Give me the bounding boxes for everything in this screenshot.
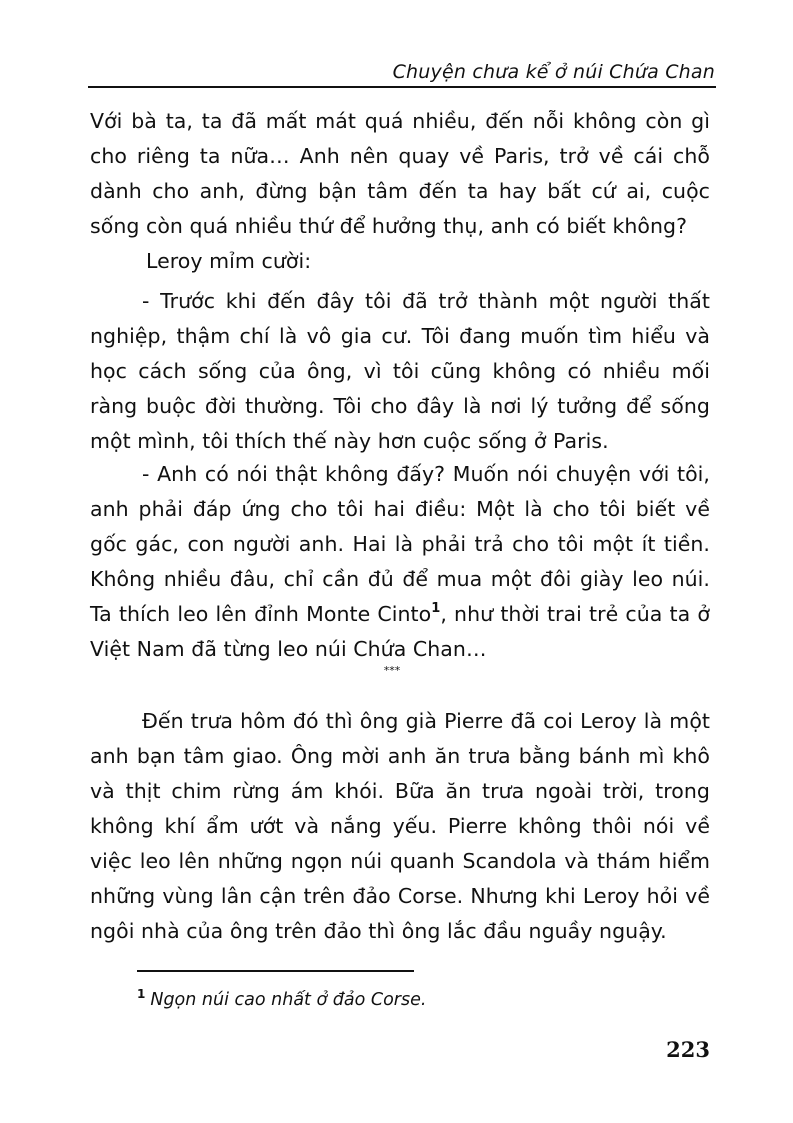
paragraph-2: Leroy mỉm cười:	[146, 249, 312, 273]
scene-break: ***	[383, 664, 401, 677]
paragraph-4-text-start: - Anh có nói thật không đấy? Muốn nói chuyện với tôi, anh phải đáp ứng cho tôi hai điều: Một là cho tôi biết về gốc gác, con người anh. Hai là phải trả cho tôi một ít tiền. Không nhiều đâu, chỉ cần đủ để mua một đôi giày leo núi. Ta thích leo lên đỉnh Monte Cinto	[90, 462, 710, 626]
paragraph-3: - Trước khi đến đây tôi đã trở thành một người thất nghiệp, thậm chí là vô gia cư. Tôi đang muốn tìm hiểu và học cách sống của ông, vì tôi cũng không có nhiều mối ràng buộc đời thường. Tôi cho đây là nơi lý tưởng để sống một mình, tôi thích thế này hơn cuộc sống ở Paris.	[90, 289, 710, 453]
paragraph-4-text-end: , như thời trai trẻ của ta ở Việt Nam đã từng leo núi Chứa Chan…	[90, 602, 710, 661]
running-header-title: Chuyện chưa kể ở núi Chứa Chan	[392, 61, 715, 83]
footnote-text: Ngọn núi cao nhất ở đảo Corse.	[150, 990, 427, 1010]
footnote-reference[interactable]: 1	[431, 601, 441, 616]
page-number: 223	[666, 1037, 710, 1062]
footnote-mark: 1	[137, 987, 146, 1001]
paragraph-4	[90, 457, 710, 667]
header-rule	[88, 86, 716, 88]
footnote	[137, 988, 697, 1012]
footnote-rule	[137, 970, 414, 972]
paragraph-5: Đến trưa hôm đó thì ông già Pierre đã coi Leroy là một anh bạn tâm giao. Ông mời anh ăn trưa bằng bánh mì khô và thịt chim rừng ám khói. Bữa ăn trưa ngoài trời, trong không khí ẩm ướt và nắng yếu. Pierre không thôi nói về việc leo lên những ngọn núi quanh Scandola và thám hiểm những vùng lân cận trên đảo Corse. Nhưng khi Leroy hỏi về ngôi nhà của ông trên đảo thì ông lắc đầu nguầy nguậy.	[90, 709, 710, 943]
paragraph-1: Với bà ta, ta đã mất mát quá nhiều, đến nỗi không còn gì cho riêng ta nữa… Anh nên quay về Paris, trở về cái chỗ dành cho anh, đừng bận tâm đến ta hay bất cứ ai, cuộc sống còn quá nhiều thứ để hưởng thụ, anh có biết không?	[90, 109, 710, 238]
